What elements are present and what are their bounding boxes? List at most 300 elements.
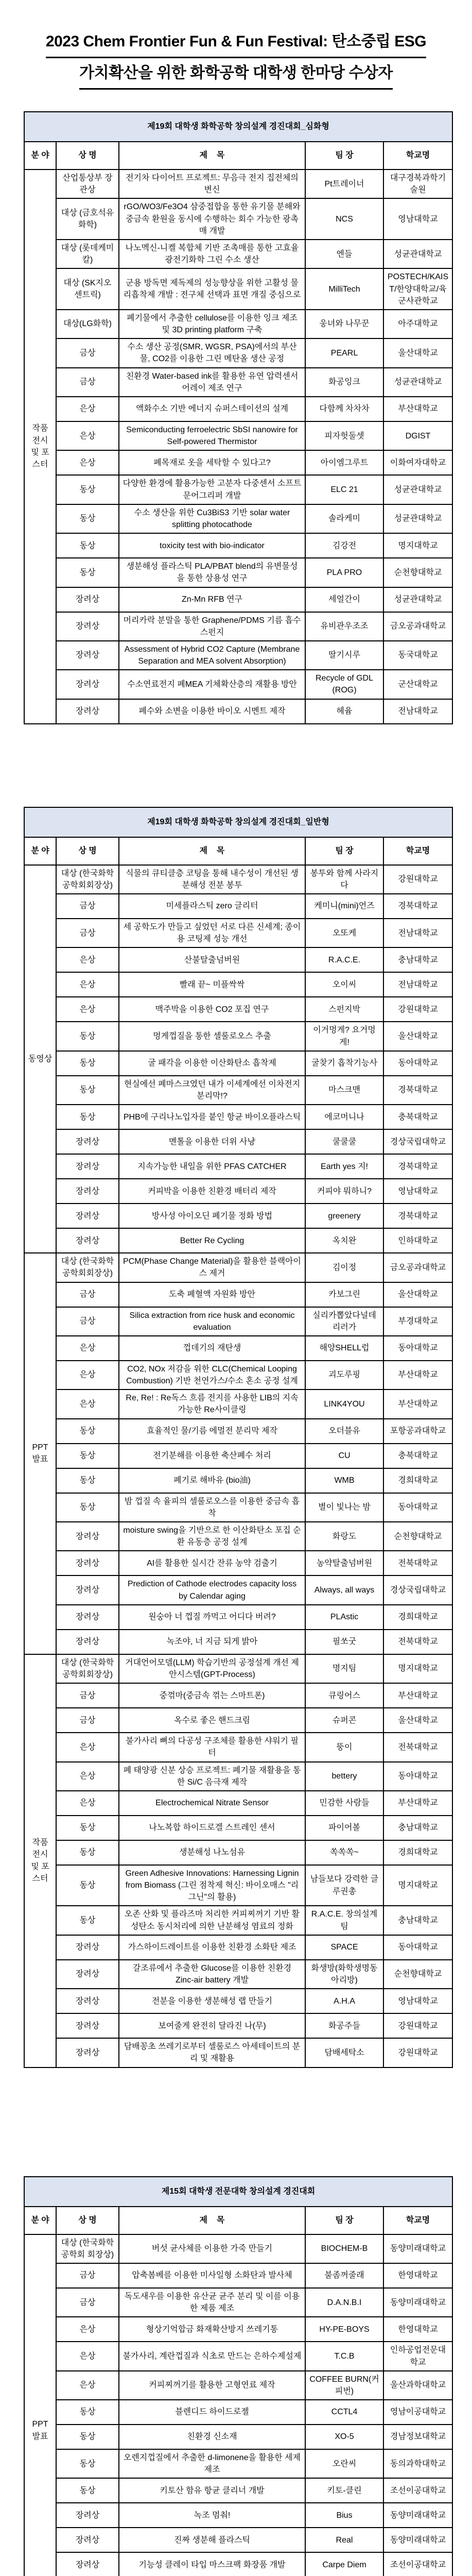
team-cell: 오더블유 <box>305 1419 383 1444</box>
school-cell: 강원대학교 <box>383 865 452 894</box>
school-cell: 동아대학교 <box>383 1762 452 1791</box>
award-cell: 금상 <box>56 2263 119 2288</box>
tables-container <box>0 111 472 2576</box>
table-row <box>24 1733 452 1761</box>
column-header-4: 팀 장 <box>305 837 383 865</box>
team-cell: CU <box>305 1444 383 1468</box>
award-cell: 대상 (금호석유화학) <box>56 198 119 240</box>
award-cell: 동상 <box>56 1105 119 1129</box>
school-cell: 금오공과대학교 <box>383 1253 452 1282</box>
team-cell: LINK4YOU <box>305 1389 383 1418</box>
project-title-cell: 커피박을 이용한 친환경 배터리 제작 <box>119 1179 305 1204</box>
school-cell: 전남대학교 <box>383 699 452 724</box>
team-cell: 굴찾기 흡착기능사 <box>305 1051 383 1076</box>
project-title-cell: 전분을 이용한 생분해성 랩 만들기 <box>119 1989 305 2013</box>
team-cell: CCTL4 <box>305 2400 383 2425</box>
award-cell: 장려상 <box>56 1630 119 1654</box>
school-cell: 순천향대학교 <box>383 1960 452 1989</box>
table-row <box>24 1865 452 1906</box>
team-cell: 마스크맨 <box>305 1076 383 1105</box>
project-title-cell: 폐기로 해바유 (bio油) <box>119 1468 305 1493</box>
award-cell: 은상 <box>56 421 119 450</box>
table-row <box>24 1022 452 1050</box>
table-row <box>24 2263 452 2288</box>
team-cell: 스펀지박 <box>305 997 383 1022</box>
award-cell: 대상 (한국화학공학회 회장상) <box>56 2234 119 2263</box>
table-row <box>24 1179 452 1204</box>
project-title-cell: 다양한 환경에 활용가능한 고분자 다중센서 소프트 문어그리퍼 개발 <box>119 475 305 504</box>
table-row <box>24 699 452 724</box>
award-cell: 장려상 <box>56 1935 119 1960</box>
table-row <box>24 1282 452 1307</box>
project-title-cell: Better Re Cycling <box>119 1228 305 1253</box>
project-title-cell: 압축봄베를 이용한 미사일형 소화탄과 발사체 <box>119 2263 305 2288</box>
project-title-cell: Silica extraction from rice husk and economic evaluation <box>119 1307 305 1336</box>
project-title-cell: 담배꽁초 쓰레기로부터 셀룰로스 아세테이트의 분리 및 재활용 <box>119 2038 305 2067</box>
project-title-cell: PCM(Phase Change Material)을 활용한 블랙아이스 제거 <box>119 1253 305 1282</box>
school-cell: 군산대학교 <box>383 670 452 699</box>
project-title-cell: Assessment of Hybrid CO2 Capture (Membrane Separation and MEA solvent Absorption) <box>119 641 305 670</box>
award-cell: 산업통상부 장관상 <box>56 170 119 198</box>
school-cell: 동국대학교 <box>383 641 452 670</box>
award-cell: 동상 <box>56 1865 119 1906</box>
award-cell: 동상 <box>56 1022 119 1050</box>
table-row <box>24 865 452 894</box>
field-cell: PPT 발표 <box>24 2234 56 2576</box>
award-cell: 동상 <box>56 1493 119 1522</box>
team-cell: 쿨쿨쿨 <box>305 1129 383 1154</box>
school-cell: 성균관대학교 <box>383 240 452 268</box>
team-cell: 해양SHELL럽 <box>305 1336 383 1361</box>
team-cell: 커피야 뭐하니? <box>305 1179 383 1204</box>
team-cell: 필쏘굿 <box>305 1630 383 1654</box>
project-title-cell: 나노멕신-니켈 복합체 기반 조촉매를 통한 고효율 광전기화학 그린 수소 생산 <box>119 240 305 268</box>
team-cell: 옥치완 <box>305 1228 383 1253</box>
school-cell: 조선이공대학교 <box>383 2478 452 2503</box>
table-row <box>24 1605 452 1630</box>
award-cell: 장려상 <box>56 1522 119 1551</box>
team-cell: PLA PRO <box>305 558 383 587</box>
school-cell: 부산대학교 <box>383 1389 452 1418</box>
award-cell: 대상(LG화학) <box>56 310 119 338</box>
award-cell: 대상 (롯데케미칼) <box>56 240 119 268</box>
award-cell: 금상 <box>56 894 119 919</box>
project-title-cell: 도축 폐혈액 자원화 방안 <box>119 1282 305 1307</box>
team-cell: Always, all ways <box>305 1575 383 1604</box>
team-cell: T.C.B <box>305 2342 383 2370</box>
team-cell: 딸기시루 <box>305 641 383 670</box>
project-title-cell: 현실에선 폐마스크였던 내가 이세계에선 이차전지 분리막!? <box>119 1076 305 1105</box>
table-row <box>24 421 452 450</box>
project-title-cell: 친환경 신소재 <box>119 2425 305 2449</box>
award-cell: 동상 <box>56 2478 119 2503</box>
table-row <box>24 397 452 421</box>
team-cell: Earth yes 지! <box>305 1154 383 1179</box>
school-cell: 부산대학교 <box>383 397 452 421</box>
team-cell: 큐링어스 <box>305 1683 383 1708</box>
school-cell: 인하대학교 <box>383 1228 452 1253</box>
team-cell: 화공잉크 <box>305 368 383 397</box>
school-cell: 영남이공대학교 <box>383 2400 452 2425</box>
award-cell: 은상 <box>56 450 119 475</box>
school-cell: 성균관대학교 <box>383 504 452 533</box>
team-cell: 화랑도 <box>305 1522 383 1551</box>
award-cell: 은상 <box>56 1361 119 1389</box>
school-cell: 강원대학교 <box>383 2013 452 2038</box>
table-row <box>24 1816 452 1840</box>
table-row <box>24 475 452 504</box>
award-cell: 장려상 <box>56 670 119 699</box>
table-row <box>24 2400 452 2425</box>
school-cell: 경북대학교 <box>383 1204 452 1228</box>
project-title-cell: 지속가능한 내일을 위한 PFAS CATCHER <box>119 1154 305 1179</box>
award-cell: 동상 <box>56 475 119 504</box>
table-row <box>24 1708 452 1733</box>
award-cell: 대상 (한국화학공학회회장상) <box>56 1253 119 1282</box>
project-title-cell: 커피찌꺼기를 활용한 고형연료 제작 <box>119 2371 305 2400</box>
school-cell: 충북대학교 <box>383 1105 452 1129</box>
team-cell: 파이어볼 <box>305 1816 383 1840</box>
school-cell: 동아대학교 <box>383 1051 452 1076</box>
award-cell: 은상 <box>56 1791 119 1816</box>
awards-table-2 <box>24 807 453 2068</box>
table-row <box>24 641 452 670</box>
table-row <box>24 1336 452 1361</box>
award-cell: 장려상 <box>56 1129 119 1154</box>
project-title-cell: Green Adhesive Innovations: Harnessing Lignin from Biomass (그린 점착제 혁신: 바이오매스 "리그닌"의 활용) <box>119 1865 305 1906</box>
project-title-cell: 껍데기의 재탄생 <box>119 1336 305 1361</box>
team-cell: 케미니(mini)언즈 <box>305 894 383 919</box>
team-cell: HY-PE-BOYS <box>305 2317 383 2342</box>
school-cell: 이화여자대학교 <box>383 450 452 475</box>
table-row <box>24 1493 452 1522</box>
school-cell: 경상국립대학교 <box>383 1575 452 1604</box>
table-title: 제15회 대학생 전문대학 창의설계 경진대회 <box>24 2177 452 2207</box>
team-cell: 키토-클린 <box>305 2478 383 2503</box>
award-cell: 장려상 <box>56 587 119 612</box>
team-cell: NCS <box>305 198 383 240</box>
table-row <box>24 947 452 972</box>
project-title-cell: 전기차 다이어트 프로젝트: 무음극 전지 집전체의 변신 <box>119 170 305 198</box>
school-cell: 충북대학교 <box>383 1444 452 1468</box>
column-header-3: 제 목 <box>119 142 305 170</box>
project-title-cell: 옥수로 좋은 핸드크림 <box>119 1708 305 1733</box>
table-row <box>24 268 452 310</box>
award-cell: 은상 <box>56 997 119 1022</box>
school-cell: 충남대학교 <box>383 947 452 972</box>
project-title-cell: 폐수와 소변을 이용한 바이오 시멘트 제작 <box>119 699 305 724</box>
school-cell: 동아대학교 <box>383 1935 452 1960</box>
table-row <box>24 894 452 919</box>
school-cell: 전북대학교 <box>383 1630 452 1654</box>
project-title-cell: 굴 패각을 이용한 이산화탄소 흡착제 <box>119 1051 305 1076</box>
project-title-cell: Electrochemical Nitrate Sensor <box>119 1791 305 1816</box>
table-row <box>24 2038 452 2067</box>
page-title <box>0 27 472 90</box>
team-cell: BIOCHEM-B <box>305 2234 383 2263</box>
school-cell: 영남대학교 <box>383 198 452 240</box>
award-cell: 금상 <box>56 1708 119 1733</box>
team-cell: 민감한 사람들 <box>305 1791 383 1816</box>
page-title-line1: 2023 Chem Frontier Fun & Fun Festival: 탄소중립 ESG <box>46 27 426 58</box>
school-cell: 한영대학교 <box>383 2317 452 2342</box>
project-title-cell: 밤 껍질 속 율피의 셀룰로오스를 이용한 중금속 흡착 <box>119 1493 305 1522</box>
award-cell: 장려상 <box>56 641 119 670</box>
table-row <box>24 310 452 338</box>
team-cell: 쏙쏙쏙~ <box>305 1840 383 1865</box>
project-title-cell: 형상기억합금 화재확산방지 쓰레기통 <box>119 2317 305 2342</box>
project-title-cell: 맥주박을 이용한 CO2 포집 연구 <box>119 997 305 1022</box>
team-cell: XO-5 <box>305 2425 383 2449</box>
column-header-2: 상 명 <box>56 837 119 865</box>
school-cell: 대구경북과학기술원 <box>383 170 452 198</box>
table-row <box>24 2317 452 2342</box>
school-cell: 부산대학교 <box>383 1683 452 1708</box>
project-title-cell: Zn-Mn RFB 연구 <box>119 587 305 612</box>
table-row <box>24 2013 452 2038</box>
award-cell: 은상 <box>56 1762 119 1791</box>
school-cell: 아주대학교 <box>383 310 452 338</box>
table-row <box>24 972 452 997</box>
school-cell: 전북대학교 <box>383 1551 452 1575</box>
team-cell: Real <box>305 2528 383 2552</box>
project-title-cell: 방사성 아이오딘 폐기물 정화 방법 <box>119 1204 305 1228</box>
award-cell: 금상 <box>56 919 119 947</box>
page-title-line2: 가치확산을 위한 화학공학 대학생 한마당 수상자 <box>79 58 393 90</box>
project-title-cell: 전기분해를 이용한 축산폐수 처리 <box>119 1444 305 1468</box>
field-cell: PPT 발표 <box>24 1253 56 1654</box>
award-cell: 은상 <box>56 397 119 421</box>
team-cell: 남들보다 강력한 글루권총 <box>305 1865 383 1906</box>
table-row <box>24 1051 452 1076</box>
team-cell: 김이정 <box>305 1253 383 1282</box>
awards-table-1 <box>24 111 453 724</box>
school-cell: 순천향대학교 <box>383 1522 452 1551</box>
award-cell: 장려상 <box>56 2038 119 2067</box>
award-cell: 장려상 <box>56 2528 119 2552</box>
project-title-cell: 불가사리 뼈의 다공성 구조체를 활용한 샤워기 필터 <box>119 1733 305 1761</box>
table-row <box>24 1989 452 2013</box>
project-title-cell: 보여줄게 완전히 달라진 나(무) <box>119 2013 305 2038</box>
team-cell: 유비관우조조 <box>305 612 383 641</box>
table-row <box>24 1228 452 1253</box>
column-header-1: 분 야 <box>24 2207 56 2234</box>
team-cell: 아이엠그루트 <box>305 450 383 475</box>
table-row <box>24 1906 452 1935</box>
award-cell: 은상 <box>56 2371 119 2400</box>
column-header-5: 학교명 <box>383 142 452 170</box>
project-title-cell: AI를 활용한 실시간 잔류 농약 검출기 <box>119 1551 305 1575</box>
table-row <box>24 368 452 397</box>
table-row <box>24 2449 452 2478</box>
table-row <box>24 1654 452 1683</box>
project-title-cell: 생분해성 나노섬유 <box>119 1840 305 1865</box>
project-title-cell: 세 공학도가 만들고 싶었던 서로 다른 신세계; 종이용 코팅제 성능 개선 <box>119 919 305 947</box>
team-cell: 카보그린 <box>305 1282 383 1307</box>
award-cell: 동상 <box>56 2449 119 2478</box>
team-cell: 화공주들 <box>305 2013 383 2038</box>
project-title-cell: 기능성 클레이 타입 마스크팩 화장품 개발 <box>119 2552 305 2576</box>
team-cell: 농약탈출넘버원 <box>305 1551 383 1575</box>
project-title-cell: 원숭아 너 껍질 까먹고 어디다 버려? <box>119 1605 305 1630</box>
project-title-cell: 군용 방독면 제독제의 성능향상을 위한 고활성 물리흡착제 개발 : 전구체 선택과 표면 개질 중심으로 <box>119 268 305 310</box>
award-cell: 은상 <box>56 1389 119 1418</box>
award-cell: 동상 <box>56 1468 119 1493</box>
award-cell: 장려상 <box>56 1575 119 1604</box>
table-row <box>24 1389 452 1418</box>
field-cell: 동영상 <box>24 865 56 1253</box>
table-row <box>24 1307 452 1336</box>
column-header-5: 학교명 <box>383 2207 452 2234</box>
project-title-cell: 중꺾마(중금속 꺾는 스마트폰) <box>119 1683 305 1708</box>
project-title-cell: 수소 생산을 위한 Cu3BiS3 기반 solar water splitting photocathode <box>119 504 305 533</box>
school-cell: 동양미래대학교 <box>383 2234 452 2263</box>
table-row <box>24 2425 452 2449</box>
school-cell: 성균관대학교 <box>383 475 452 504</box>
school-cell: 경북대학교 <box>383 1154 452 1179</box>
table-row <box>24 1935 452 1960</box>
column-header-5: 학교명 <box>383 837 452 865</box>
project-title-cell: 진짜 생분해 플라스틱 <box>119 2528 305 2552</box>
table-row <box>24 2371 452 2400</box>
team-cell: MilliTech <box>305 268 383 310</box>
project-title-cell: rGO/WO3/Fe3O4 삼중접합을 통한 유기물 분해와 중금속 환원을 동시에 수행하는 회수 가능한 광촉매 개발 <box>119 198 305 240</box>
project-title-cell: Semiconducting ferroelectric SbSI nanowire for Self-powered Thermistor <box>119 421 305 450</box>
project-title-cell: 오존 산화 및 플라즈마 처리한 커피찌꺼기 기반 활성탄소 동시처리에 의한 난분해성 염료의 정화 <box>119 1906 305 1935</box>
award-cell: 은상 <box>56 2317 119 2342</box>
team-cell: D.A.N.B.I <box>305 2288 383 2317</box>
school-cell: 부경대학교 <box>383 1307 452 1336</box>
award-cell: 은상 <box>56 947 119 972</box>
award-cell: 금상 <box>56 338 119 367</box>
team-cell: 담배세탁소 <box>305 2038 383 2067</box>
team-cell: 솔라케미 <box>305 504 383 533</box>
school-cell: 명지대학교 <box>383 1865 452 1906</box>
team-cell: PLAstic <box>305 1605 383 1630</box>
school-cell: 울산과학대학교 <box>383 2371 452 2400</box>
field-cell: 작품 전시 및 포스터 <box>24 170 56 724</box>
award-cell: 장려상 <box>56 1605 119 1630</box>
team-cell: COFFEE BURN(커피번) <box>305 2371 383 2400</box>
school-cell: 인하공업전문대학교 <box>383 2342 452 2370</box>
school-cell: 부산대학교 <box>383 1361 452 1389</box>
award-cell: 장려상 <box>56 699 119 724</box>
table-row <box>24 919 452 947</box>
school-cell: 경희대학교 <box>383 1468 452 1493</box>
team-cell: 오이씨 <box>305 972 383 997</box>
project-title-cell: 갈조류에서 추출한 Glucose를 이용한 친환경 Zinc-air battery 개발 <box>119 1960 305 1989</box>
award-cell: 은상 <box>56 972 119 997</box>
school-cell: 경희대학교 <box>383 1840 452 1865</box>
school-cell: 동양미래대학교 <box>383 2528 452 2552</box>
team-cell: ELC 21 <box>305 475 383 504</box>
project-title-cell: 버섯 균사체를 이용한 가죽 만들기 <box>119 2234 305 2263</box>
school-cell: 동아대학교 <box>383 1493 452 1522</box>
project-title-cell: 블렌디드 하이드로젤 <box>119 2400 305 2425</box>
team-cell: 김강전 <box>305 533 383 558</box>
project-title-cell: 생분해성 플라스틱 PLA/PBAT blend의 유변물성을 통한 상용성 연구 <box>119 558 305 587</box>
project-title-cell: 폐목재로 옷을 세탁할 수 있다고? <box>119 450 305 475</box>
table-row <box>24 612 452 641</box>
award-cell: 동상 <box>56 1906 119 1935</box>
school-cell: POSTECH/KAIST/한양대학교/육군사관학교 <box>383 268 452 310</box>
school-cell: 영남대학교 <box>383 1179 452 1204</box>
award-cell: 은상 <box>56 1336 119 1361</box>
project-title-cell: 녹조야, 너 지금 되게 밝아 <box>119 1630 305 1654</box>
table-row <box>24 587 452 612</box>
award-cell: 금상 <box>56 1282 119 1307</box>
team-cell: 괴도루핑 <box>305 1361 383 1389</box>
school-cell: 명지대학교 <box>383 1654 452 1683</box>
team-cell: 봉투와 함께 사라지다 <box>305 865 383 894</box>
team-cell: A.H.A <box>305 1989 383 2013</box>
award-cell: 동상 <box>56 1840 119 1865</box>
team-cell: Pt트레이너 <box>305 170 383 198</box>
project-title-cell: 친환경 Water-based ink를 활용한 유연 압력센서 어레이 제조 연구 <box>119 368 305 397</box>
award-cell: 동상 <box>56 1816 119 1840</box>
table-row <box>24 1076 452 1105</box>
award-cell: 금상 <box>56 2288 119 2317</box>
table-row <box>24 170 452 198</box>
school-cell: 충남대학교 <box>383 1816 452 1840</box>
table-row <box>24 2503 452 2528</box>
project-title-cell: PHB에 구리나노입자를 붙인 항균 바이오플라스틱 <box>119 1105 305 1129</box>
team-cell: Recycle of GDL (ROG) <box>305 670 383 699</box>
school-cell: 성균관대학교 <box>383 587 452 612</box>
team-cell: 오란씨 <box>305 2449 383 2478</box>
project-title-cell: Re, Re! : Re독스 흐름 전지를 사용한 LIB의 지속가능한 Re사이클링 <box>119 1389 305 1418</box>
award-cell: 금상 <box>56 368 119 397</box>
table-row <box>24 1253 452 1282</box>
school-cell: 강원대학교 <box>383 997 452 1022</box>
school-cell: 부산대학교 <box>383 1791 452 1816</box>
award-cell: 장려상 <box>56 1551 119 1575</box>
table-row <box>24 1204 452 1228</box>
school-cell: 순천향대학교 <box>383 558 452 587</box>
award-cell: 대상 (한국화학공학회회장상) <box>56 1654 119 1683</box>
team-cell: 엔들 <box>305 240 383 268</box>
table-row <box>24 1419 452 1444</box>
award-cell: 동상 <box>56 2400 119 2425</box>
awards-table-3 <box>24 2176 453 2576</box>
school-cell: 동양미래대학교 <box>383 2288 452 2317</box>
award-cell: 동상 <box>56 1051 119 1076</box>
table-row <box>24 1683 452 1708</box>
award-cell: 장려상 <box>56 1228 119 1253</box>
award-cell: 금상 <box>56 1307 119 1336</box>
team-cell: 화생방(화학생명동아리방) <box>305 1960 383 1989</box>
team-cell: 명지팀 <box>305 1654 383 1683</box>
table-row <box>24 1630 452 1654</box>
award-cell: 장려상 <box>56 612 119 641</box>
school-cell: DGIST <box>383 421 452 450</box>
table-row <box>24 997 452 1022</box>
table-row <box>24 198 452 240</box>
award-cell: 동상 <box>56 2425 119 2449</box>
team-cell: 뚱이 <box>305 1733 383 1761</box>
project-title-cell: 수소연료전지 폐MEA 기체확산층의 재활용 방안 <box>119 670 305 699</box>
school-cell: 강원대학교 <box>383 2038 452 2067</box>
table-row <box>24 1575 452 1604</box>
table-row <box>24 1551 452 1575</box>
school-cell: 전북대학교 <box>383 1733 452 1761</box>
project-title-cell: 나노복합 하이드로겔 스트레인 센서 <box>119 1816 305 1840</box>
team-cell: 실리카뽑았다널데리러가 <box>305 1307 383 1336</box>
column-header-3: 제 목 <box>119 2207 305 2234</box>
school-cell: 조선이공대학교 <box>383 2552 452 2576</box>
project-title-cell: 키토산 함유 항균 클리너 개발 <box>119 2478 305 2503</box>
table-row <box>24 533 452 558</box>
